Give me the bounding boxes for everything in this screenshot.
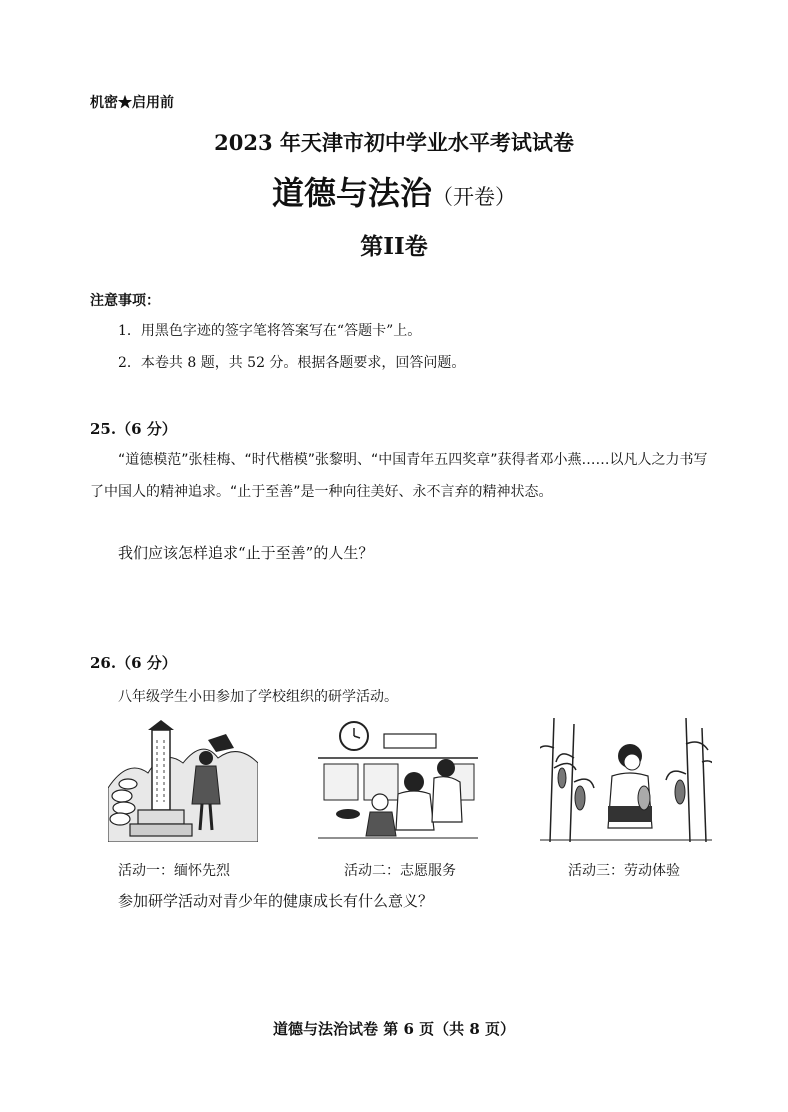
memorial-illustration	[108, 718, 258, 842]
notice-heading: 注意事项：	[90, 293, 160, 309]
question-25-prompt: 我们应该怎样追求“止于至善”的人生？	[118, 544, 374, 562]
activity-caption: 活动三：劳动体验	[568, 863, 680, 879]
page-footer: 道德与法治试卷 第 6 页（共 8 页）	[273, 1020, 515, 1038]
question-26-prompt: 参加研学活动对青少年的健康成长有什么意义？	[118, 892, 434, 910]
question-26-intro: 八年级学生小田参加了学校组织的研学活动。	[118, 689, 398, 705]
subject-name: 道德与法治	[271, 174, 432, 212]
volume-title: 第II卷	[360, 233, 428, 260]
exam-title: 2023 年天津市初中学业水平考试试卷	[214, 130, 574, 155]
activity-caption: 活动二：志愿服务	[344, 863, 456, 879]
question-25-material: “道德模范”张桂梅、“时代楷模”张黎明、“中国青年五四奖章”获得者邓小燕……以凡人之力书写了中国人的精神追求。“止于至善”是一种向往美好、永不言弃的精神状态。	[90, 452, 708, 500]
activity-caption: 活动一：缅怀先烈	[118, 863, 230, 879]
notice-item: 1．用黑色字迹的签字笔将答案写在“答题卡”上。	[118, 323, 422, 339]
confidential-label: 机密★启用前	[90, 95, 174, 111]
subject-note: （开卷）	[432, 185, 516, 209]
notice-item: 2．本卷共 8 题，共 52 分。根据各题要求，回答问题。	[118, 355, 466, 371]
labor-illustration	[540, 718, 712, 842]
question-25-number: 25.（6 分）	[90, 420, 177, 438]
subject-title	[0, 168, 788, 214]
question-26-number: 26.（6 分）	[90, 654, 177, 672]
volunteer-illustration	[318, 718, 478, 842]
